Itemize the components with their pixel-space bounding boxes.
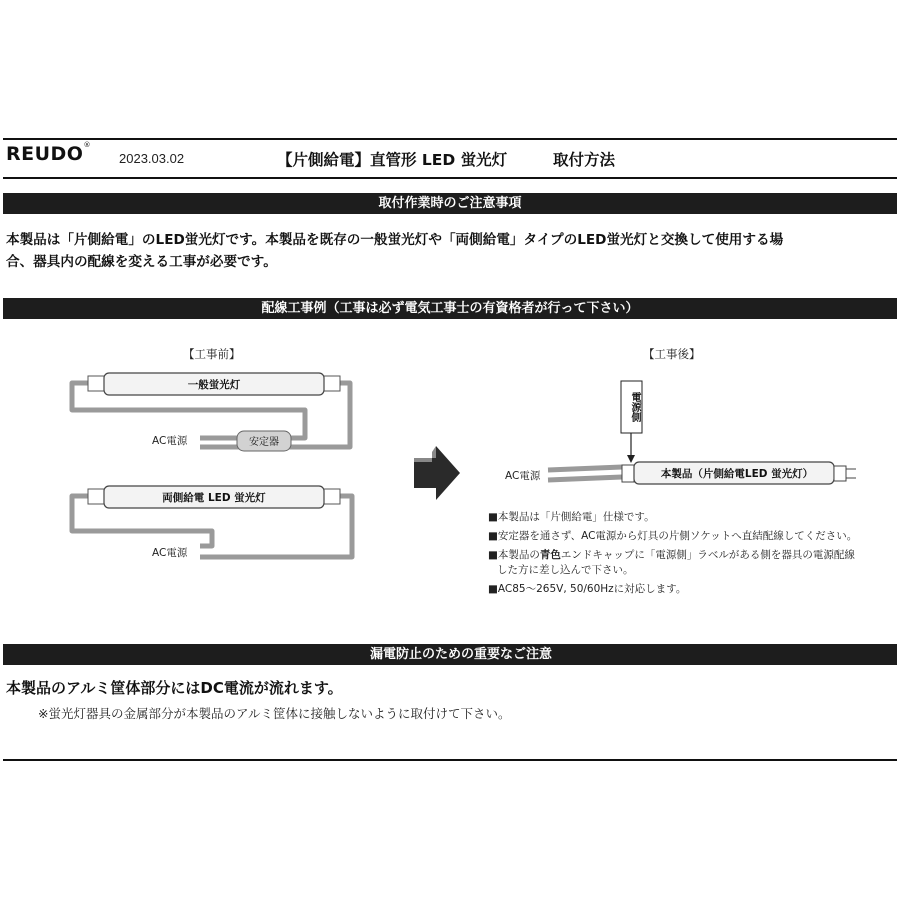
tube1-label: 一般蛍光灯 <box>187 379 241 391</box>
arrow-icon <box>414 446 460 500</box>
leakage-warning: 本製品のアルミ筐体部分にはDC電流が流れます。 <box>6 679 343 697</box>
note-1: ■本製品は「片側給電」仕様です。 <box>488 511 655 523</box>
ac-label-after: AC電源 <box>505 470 541 482</box>
wire-after-a <box>548 467 622 470</box>
document-title: 【片側給電】直管形 LED 蛍光灯 <box>277 151 508 169</box>
document-subtitle: 取付方法 <box>553 151 616 169</box>
intro-line-1: 本製品は「片側給電」のLED蛍光灯です。本製品を既存の一般蛍光灯や「両側給電」タイプのLED蛍光灯と交換して使用する場 <box>6 232 784 248</box>
document-date: 2023.03.02 <box>119 151 185 166</box>
product-tube-label: 本製品（片側給電LED 蛍光灯） <box>660 468 814 480</box>
section-heading-wiring: 配線工事例（工事は必ず電気工事士の有資格者が行って下さい） <box>3 298 897 319</box>
power-side-label: 電源側 <box>629 392 640 422</box>
leakage-note: ※蛍光灯器具の金属部分が本製品のアルミ筐体に接触しないように取付けて下さい。 <box>38 706 511 721</box>
section-heading-precautions: 取付作業時のご注意事項 <box>3 193 897 214</box>
ac-label-2: AC電源 <box>152 547 188 559</box>
note-3: ■本製品の青色エンドキャップに「電源側」ラベルがある側を器具の電源配線 した方に差し込んで下さい。 <box>488 549 855 576</box>
bottom-rule <box>3 759 897 761</box>
before-label: 【工事前】 <box>183 347 241 361</box>
after-label: 【工事後】 <box>643 347 701 361</box>
after-notes <box>488 510 898 601</box>
note-4: ■AC85～265V, 50/60Hzに対応します。 <box>488 583 687 595</box>
ac-label-1: AC電源 <box>152 435 188 447</box>
intro-line-2: 合、器具内の配線を変える工事が必要です。 <box>6 254 277 270</box>
brand-logo: REUDO® <box>6 141 91 165</box>
note-2: ■安定器を通さず、AC電源から灯具の片側ソケットへ直結配線してください。 <box>488 530 858 542</box>
wire-after-b <box>548 477 622 480</box>
section-heading-leakage: 漏電防止のための重要なご注意 <box>3 644 897 665</box>
ballast-label: 安定器 <box>249 437 279 448</box>
tube2-label: 両側給電 LED 蛍光灯 <box>162 492 266 504</box>
